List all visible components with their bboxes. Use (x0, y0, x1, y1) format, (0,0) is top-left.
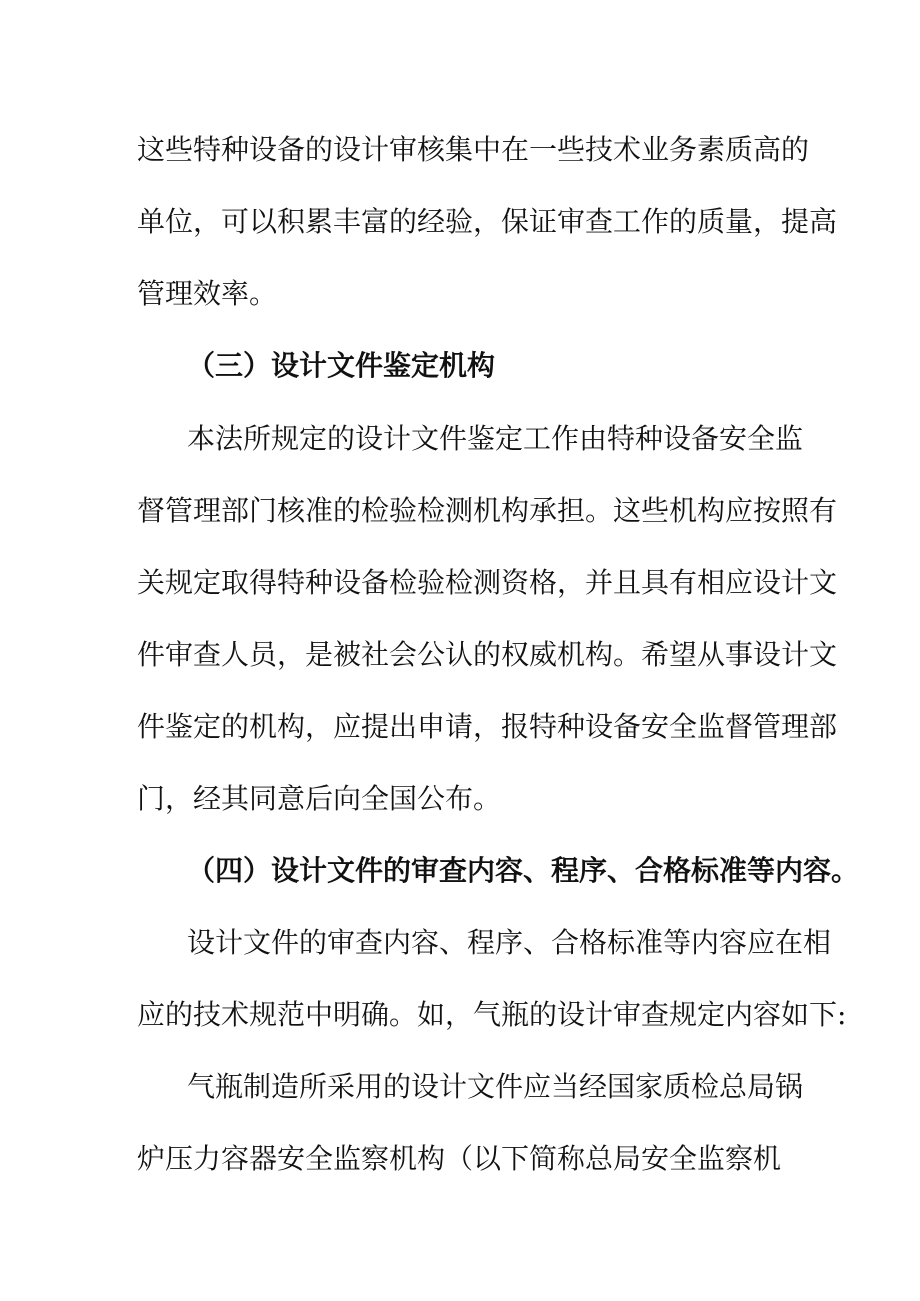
paragraph-2-line-6: 门，经其同意后向全国公布。 (137, 782, 502, 815)
paragraph-4-line-2: 炉压力容器安全监察机构（以下简称总局安全监察机 (137, 1142, 782, 1175)
paragraph-1-line-2: 单位，可以积累丰富的经验，保证审查工作的质量，提高 (137, 205, 838, 238)
paragraph-2-line-5: 件鉴定的机构，应提出申请，报特种设备安全监督管理部 (137, 710, 838, 743)
paragraph-3-line-2: 应的技术规范中明确。如，气瓶的设计审查规定内容如下: (137, 998, 847, 1031)
section-heading-3: （三）设计文件鉴定机构 (187, 349, 496, 382)
paragraph-3-line-1: 设计文件的审查内容、程序、合格标准等内容应在相 (187, 926, 832, 959)
paragraph-1-line-1: 这些特种设备的设计审核集中在一些技术业务素质高的 (137, 133, 810, 166)
section-heading-4: （四）设计文件的审查内容、程序、合格标准等内容。 (187, 854, 860, 887)
paragraph-1-line-3: 管理效率。 (137, 277, 278, 310)
paragraph-2-line-1: 本法所规定的设计文件鉴定工作由特种设备安全监 (187, 422, 804, 455)
paragraph-2-line-4: 件审查人员，是被社会公认的权威机构。希望从事设计文 (137, 638, 838, 671)
paragraph-2-line-3: 关规定取得特种设备检验检测资格，并且具有相应设计文 (137, 566, 838, 599)
paragraph-4-line-1: 气瓶制造所采用的设计文件应当经国家质检总局锅 (187, 1070, 804, 1103)
paragraph-2-line-2: 督管理部门核准的检验检测机构承担。这些机构应按照有 (137, 494, 838, 527)
